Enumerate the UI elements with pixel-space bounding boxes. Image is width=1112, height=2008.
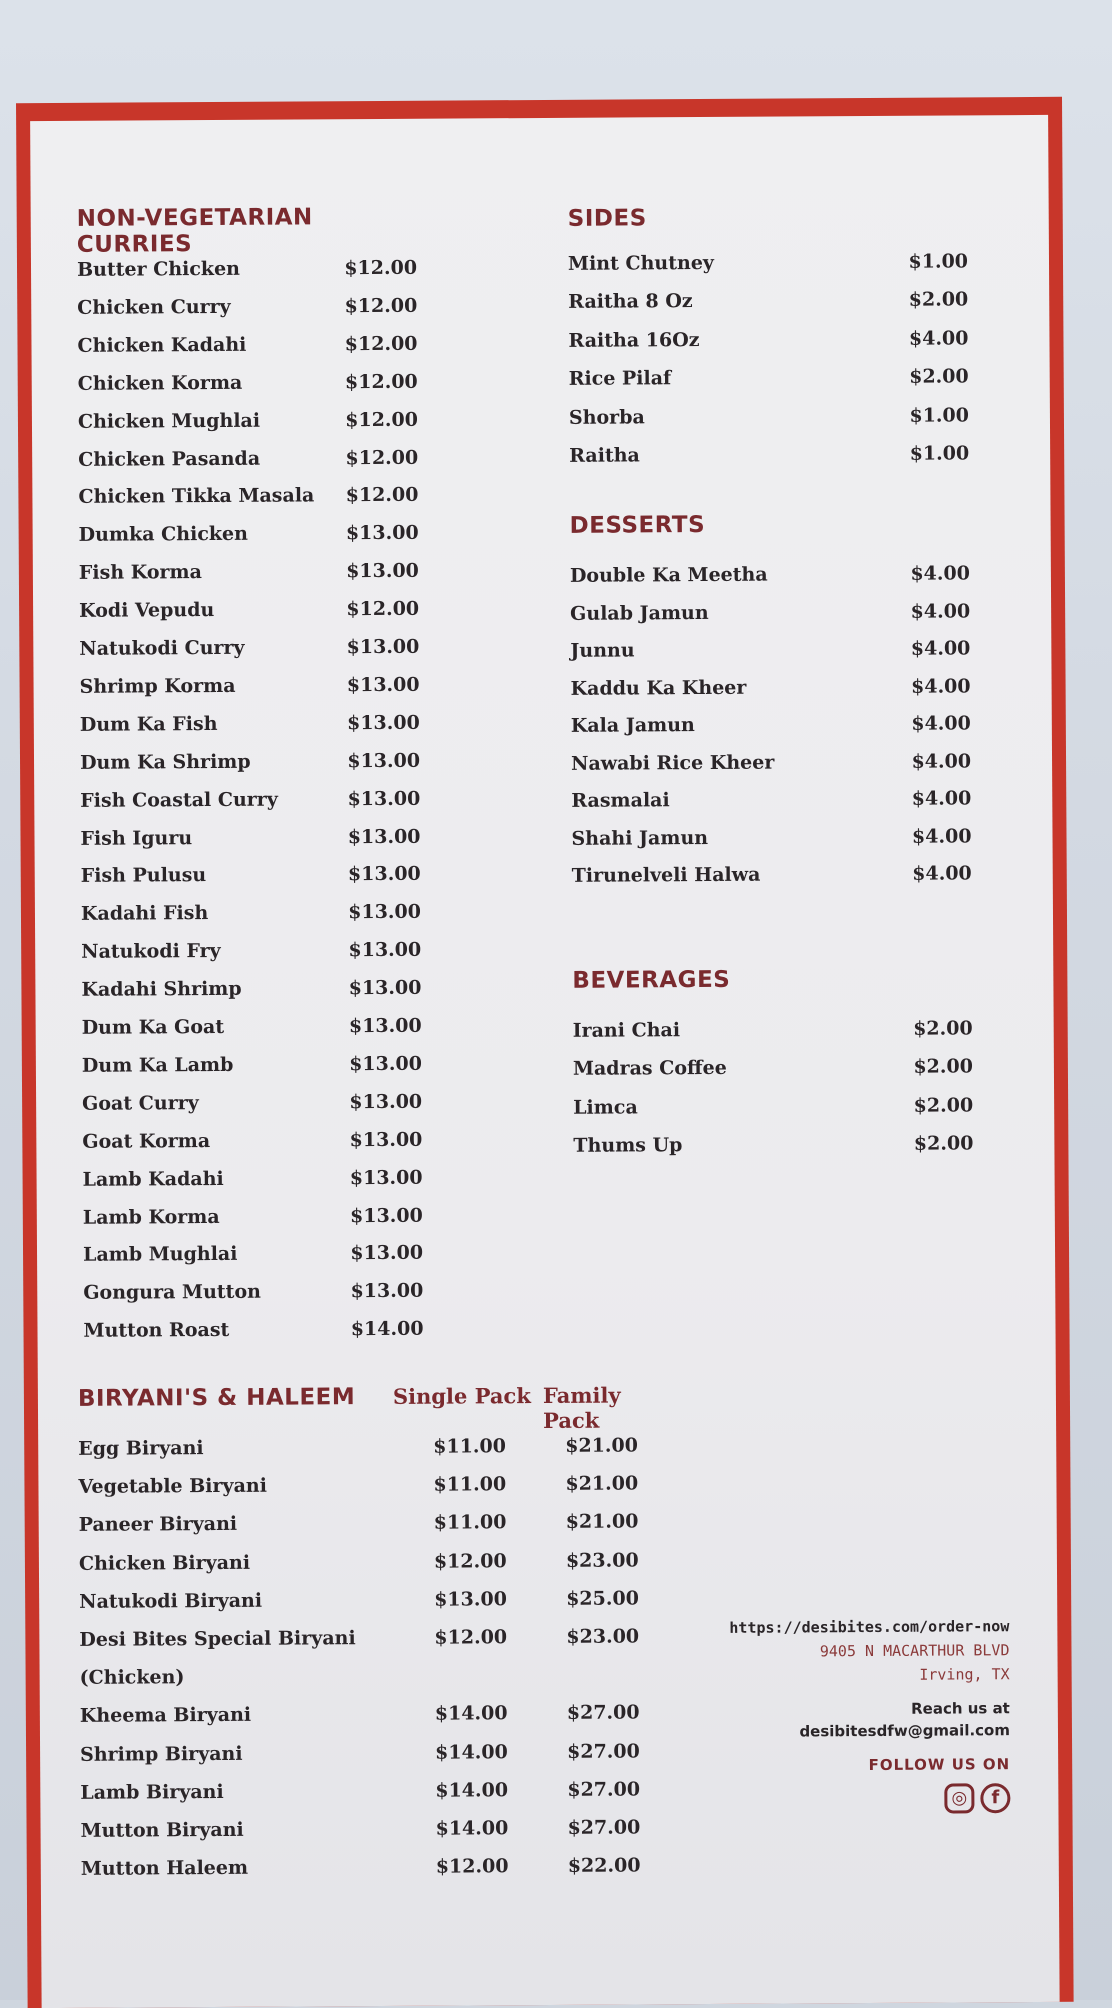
single-pack-price: $14.00 — [435, 1779, 509, 1802]
item-name: Kadahi Fish — [80, 902, 209, 926]
item-name: Thums Up — [573, 1134, 683, 1157]
item-price: $12.00 — [345, 484, 419, 507]
beverages-section — [572, 965, 973, 1167]
menu-item-row — [80, 674, 420, 712]
item-name: Gongura Mutton — [83, 1281, 261, 1305]
item-name: Shorba — [568, 405, 645, 429]
item-price: $12.00 — [345, 408, 419, 431]
item-price: $2.00 — [909, 365, 969, 388]
item-price: $14.00 — [350, 1317, 424, 1341]
item-name: Kala Jamun — [570, 714, 695, 737]
item-price: $4.00 — [910, 562, 970, 585]
menu-item-row — [80, 749, 420, 787]
single-pack-price: $14.00 — [435, 1817, 509, 1840]
item-name: Limca — [573, 1096, 638, 1119]
menu-item-row — [78, 408, 418, 446]
menu-item-row — [78, 446, 418, 484]
item-price: $13.00 — [346, 673, 420, 697]
item-name: Dum Ka Shrimp — [79, 750, 251, 774]
item-name: Raitha — [569, 444, 640, 467]
menu-item-row — [79, 636, 419, 674]
item-price: $4.00 — [908, 327, 969, 350]
item-name: Egg Biryani — [78, 1437, 204, 1460]
item-price: $4.00 — [911, 674, 971, 698]
item-name: Lamb Korma — [82, 1205, 220, 1229]
menu-item-row — [573, 1017, 973, 1055]
menu-item-row — [77, 295, 417, 333]
single-pack-price: $14.00 — [435, 1740, 508, 1764]
item-price: $13.00 — [347, 711, 420, 734]
item-name: Chicken Tikka Masala — [78, 484, 315, 509]
item-name: Shahi Jamun — [571, 826, 709, 850]
menu-item-row — [79, 1625, 639, 1664]
social-icons — [944, 1783, 1010, 1813]
city-line: Irving, TX — [919, 1665, 1010, 1684]
item-price: $2.00 — [913, 1093, 974, 1117]
item-name: Mutton Roast — [83, 1319, 230, 1342]
item-name: Desi Bites Special Biryani — [79, 1627, 356, 1651]
item-name: Dumka Chicken — [78, 523, 248, 547]
order-url[interactable]: https://desibites.com/order-now — [729, 1617, 1010, 1637]
item-name: Mint Chutney — [567, 251, 715, 275]
single-pack-price: $12.00 — [434, 1626, 508, 1649]
item-name: Tirunelveli Halwa — [571, 863, 761, 887]
item-name: Chicken Mughlai — [77, 409, 261, 433]
item-price: $4.00 — [910, 637, 971, 660]
single-pack-price: $12.00 — [435, 1855, 509, 1878]
menu-item-row — [81, 863, 421, 901]
item-name: Dum Ka Fish — [79, 712, 218, 736]
item-price: $13.00 — [348, 976, 422, 1000]
item-price: $13.00 — [350, 1242, 424, 1265]
item-name: Vegetable Biryani — [78, 1474, 267, 1499]
section-heading: SIDES — [567, 205, 647, 232]
menu-item-row — [573, 1056, 973, 1094]
menu-item-row — [568, 250, 968, 288]
menu-item-row — [80, 1702, 640, 1741]
item-name: Fish Korma — [78, 561, 202, 585]
menu-item-row — [79, 1511, 639, 1550]
menu-item-row — [78, 370, 418, 408]
menu-item-row — [573, 1132, 973, 1170]
menu-item-row — [79, 522, 419, 560]
contact-block — [649, 1617, 1010, 1815]
item-price: $13.00 — [349, 1090, 423, 1113]
item-price: $2.00 — [913, 1017, 973, 1040]
menu-item-row — [81, 901, 421, 939]
section-heading: NON-VEGETARIAN CURRIES — [76, 204, 313, 258]
item-price: $2.00 — [908, 288, 969, 312]
item-price: $2.00 — [913, 1132, 974, 1155]
item-name: Nawabi Rice Kheer — [570, 751, 775, 775]
menu-item-row — [80, 825, 420, 863]
item-name: Fish Pulusu — [80, 864, 207, 888]
menu-item-row — [571, 712, 971, 750]
item-price: $13.00 — [347, 749, 421, 772]
address-line: 9405 N MACARTHUR BLVD — [819, 1641, 1010, 1661]
item-price: $13.00 — [348, 938, 422, 962]
family-pack-price: $27.00 — [567, 1740, 640, 1763]
menu-item-row — [569, 404, 969, 442]
menu-item-row — [569, 366, 969, 404]
item-name: Shrimp Korma — [79, 674, 236, 698]
menu-item-row — [78, 1473, 638, 1512]
menu-item-row — [83, 1242, 423, 1280]
menu-item-row — [79, 598, 419, 636]
item-price: $13.00 — [349, 1166, 423, 1189]
item-price: $13.00 — [348, 901, 422, 924]
item-name: Mutton Biryani — [80, 1818, 244, 1842]
family-pack-price: $23.00 — [565, 1549, 639, 1572]
family-pack-price: $27.00 — [567, 1778, 641, 1801]
menu-item-row — [568, 289, 968, 327]
item-price: $13.00 — [350, 1204, 423, 1227]
item-name: Fish Coastal Curry — [80, 788, 278, 812]
item-name: Chicken Biryani — [78, 1551, 251, 1575]
item-price: $12.00 — [344, 370, 418, 393]
menu-item-row — [572, 862, 972, 900]
menu-item-row — [80, 712, 420, 750]
item-name: Kaddu Ka Kheer — [570, 676, 747, 700]
item-price: $13.00 — [350, 1280, 424, 1303]
item-name: Natukodi Biryani — [79, 1589, 263, 1613]
item-price: $2.00 — [913, 1055, 973, 1079]
section-heading: BIRYANI'S & HALEEM — [77, 1384, 356, 1412]
item-price: $4.00 — [911, 749, 972, 773]
instagram-icon[interactable]: ◎ — [944, 1783, 974, 1813]
item-name: Goat Curry — [82, 1091, 199, 1115]
menu-item-row — [78, 484, 418, 522]
menu-item-row — [569, 442, 969, 480]
menu-item-row — [78, 1434, 638, 1473]
menu-item-row — [79, 1587, 639, 1626]
item-name: Dum Ka Lamb — [81, 1053, 234, 1077]
menu-item-row — [79, 560, 419, 598]
item-name: Butter Chicken — [76, 257, 241, 281]
menu-item-row — [81, 939, 421, 977]
item-price: $1.00 — [909, 403, 969, 427]
item-name: Natukodi Fry — [81, 940, 221, 963]
item-name: Junnu — [570, 639, 635, 662]
item-price: $4.00 — [911, 787, 972, 810]
item-price: $13.00 — [347, 787, 421, 810]
menu-item-row — [570, 562, 970, 600]
item-name: Irani Chai — [572, 1019, 681, 1042]
family-pack-price: $27.00 — [566, 1701, 640, 1725]
item-name: Chicken Kadahi — [77, 333, 247, 357]
item-price: $12.00 — [345, 446, 419, 469]
item-name: Kheema Biryani — [79, 1704, 252, 1728]
menu-item-row — [573, 1094, 973, 1132]
follow-label: FOLLOW US ON — [868, 1755, 1011, 1775]
biryani-haleem-section — [78, 1382, 641, 1945]
menu-item-row — [83, 1318, 423, 1356]
menu-item-row — [80, 1664, 640, 1703]
item-name: Rasmalai — [571, 789, 670, 812]
family-pack-price: $21.00 — [565, 1434, 639, 1457]
item-name: Chicken Curry — [77, 295, 231, 319]
menu-item-row — [83, 1280, 423, 1318]
menu-item-row — [571, 750, 971, 788]
family-pack-price: $25.00 — [566, 1587, 639, 1610]
single-pack-price: $11.00 — [433, 1435, 507, 1458]
item-price: $13.00 — [349, 1128, 423, 1151]
item-name: Dum Ka Goat — [81, 1015, 225, 1039]
item-price: $13.00 — [345, 522, 419, 545]
family-pack-price: $27.00 — [567, 1816, 641, 1839]
item-price: $4.00 — [911, 712, 971, 735]
item-price: $12.00 — [344, 332, 418, 355]
item-price: $4.00 — [911, 824, 972, 848]
menu-item-row — [79, 1549, 639, 1588]
item-name: Shrimp Biryani — [80, 1742, 243, 1766]
menu-item-row — [81, 1855, 641, 1894]
item-name: Double Ka Meetha — [569, 563, 768, 587]
item-name: Fish Iguru — [80, 826, 193, 850]
item-price: $12.00 — [344, 294, 418, 318]
menu-item-row — [571, 825, 971, 863]
item-name: Mutton Haleem — [80, 1856, 249, 1881]
item-price: $13.00 — [349, 1052, 422, 1076]
menu-item-row — [568, 327, 968, 365]
menu-page — [16, 97, 1074, 2008]
facebook-icon[interactable]: f — [980, 1783, 1010, 1813]
item-name: Kadahi Shrimp — [81, 977, 242, 1001]
email-address[interactable]: desibitesdfw@gmail.com — [799, 1721, 1011, 1741]
item-name: Chicken Korma — [77, 371, 243, 395]
menu-item-row — [82, 1128, 422, 1166]
menu-item-row — [81, 977, 421, 1015]
item-name: Lamb Kadahi — [82, 1167, 224, 1191]
desserts-section — [569, 510, 972, 887]
single-pack-price: $12.00 — [433, 1549, 507, 1573]
single-pack-header: Single Pack — [392, 1383, 531, 1409]
item-name: Rice Pilaf — [568, 367, 672, 391]
item-price: $12.00 — [346, 597, 420, 621]
menu-item-row — [80, 1778, 640, 1817]
item-price: $13.00 — [347, 825, 421, 848]
menu-item-row — [570, 637, 970, 675]
item-price: $1.00 — [908, 250, 969, 273]
item-price: $13.00 — [348, 1014, 422, 1038]
menu-item-row — [77, 257, 417, 295]
menu-item-row — [80, 1740, 640, 1779]
item-name: Kodi Vepudu — [79, 599, 215, 622]
single-pack-price: $11.00 — [433, 1473, 507, 1496]
item-name: Raitha 8 Oz — [568, 290, 693, 314]
item-name: Raitha 16Oz — [568, 328, 700, 352]
menu-item-row — [570, 600, 970, 638]
item-name: Lamb Biryani — [80, 1780, 224, 1804]
item-price: $12.00 — [344, 256, 418, 280]
item-price: $1.00 — [909, 442, 970, 465]
non-veg-curries-section — [76, 204, 424, 1342]
single-pack-price: $13.00 — [434, 1588, 507, 1611]
menu-item-row — [77, 333, 417, 371]
menu-item-row — [83, 1204, 423, 1242]
item-name: Gulab Jamun — [570, 601, 709, 625]
item-price: $4.00 — [912, 862, 972, 885]
menu-sheet — [30, 115, 1060, 2008]
family-pack-price: $21.00 — [565, 1510, 639, 1534]
section-heading: DESSERTS — [569, 511, 706, 539]
item-name: Goat Korma — [82, 1129, 211, 1153]
item-price: $4.00 — [910, 599, 971, 623]
item-price: $13.00 — [347, 863, 421, 886]
family-pack-price: $22.00 — [567, 1854, 641, 1878]
menu-item-row — [80, 787, 420, 825]
single-pack-price: $14.00 — [434, 1702, 508, 1726]
single-pack-price: $11.00 — [433, 1511, 507, 1535]
item-price: $13.00 — [346, 635, 420, 659]
menu-item-row — [82, 1091, 422, 1129]
menu-item-row — [571, 787, 971, 825]
item-name: Madras Coffee — [572, 1057, 727, 1081]
family-pack-header: Family Pack — [542, 1382, 621, 1433]
item-price: $13.00 — [346, 559, 419, 583]
sides-section — [567, 203, 970, 467]
section-heading: BEVERAGES — [572, 966, 731, 994]
item-name: Chicken Pasanda — [78, 447, 261, 471]
family-pack-price: $21.00 — [565, 1472, 639, 1496]
item-name: Natukodi Curry — [79, 636, 245, 660]
item-name: Paneer Biryani — [78, 1513, 238, 1537]
menu-item-row — [82, 1015, 422, 1053]
reach-label: Reach us at — [911, 1699, 1010, 1718]
family-pack-price: $23.00 — [566, 1625, 640, 1648]
menu-item-row — [82, 1053, 422, 1091]
item-name: Lamb Mughlai — [82, 1243, 238, 1267]
menu-item-row — [80, 1816, 640, 1855]
menu-item-row — [83, 1166, 423, 1204]
item-name: (Chicken) — [79, 1666, 185, 1690]
menu-item-row — [571, 675, 971, 713]
